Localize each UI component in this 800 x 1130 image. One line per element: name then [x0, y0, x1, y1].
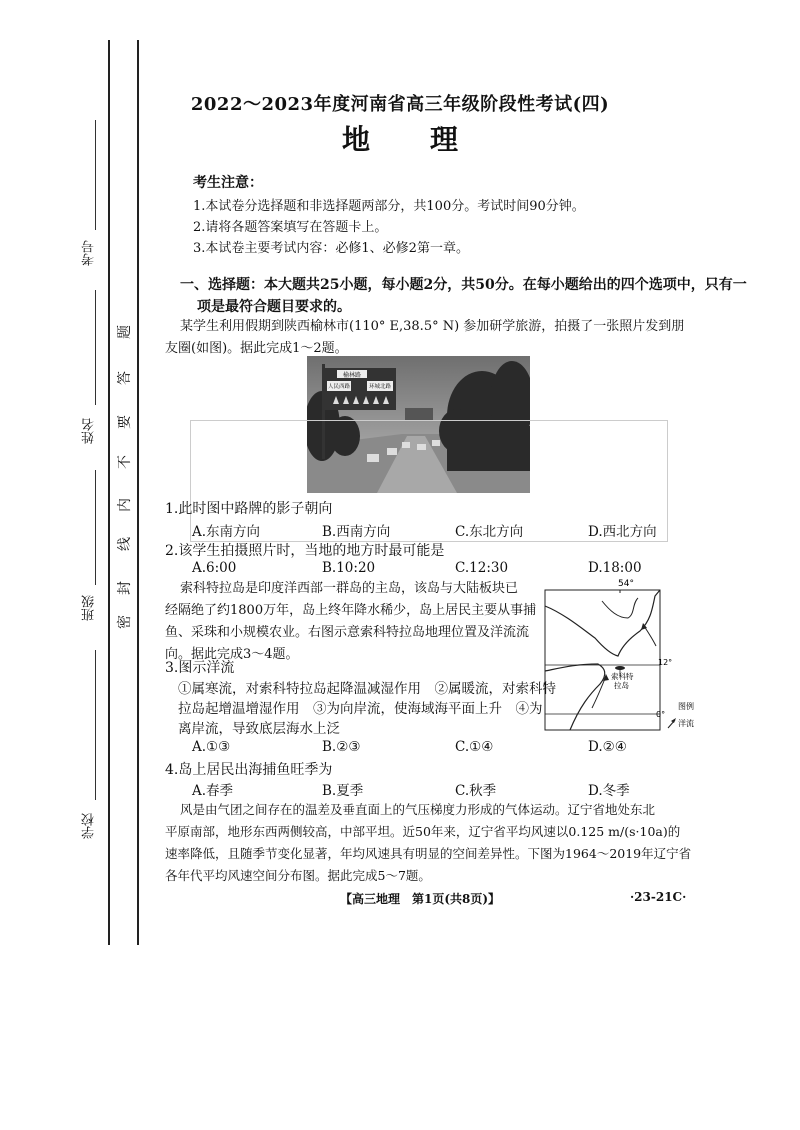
- q4-option-c[interactable]: C.秋季: [455, 783, 497, 799]
- exam-no-label: 考号: [82, 240, 97, 266]
- map-coast-africa: [545, 664, 605, 730]
- photo-sign-left: 人民西路: [327, 384, 351, 390]
- q4-option-b[interactable]: B.夏季: [322, 783, 364, 799]
- socotra-map: [540, 576, 705, 736]
- map-frame: [545, 590, 660, 730]
- q2-option-b[interactable]: B.10:20: [322, 560, 376, 576]
- q3-option-d[interactable]: D.②④: [588, 739, 627, 755]
- q3-option-a[interactable]: A.①③: [192, 739, 231, 755]
- passage3-line3: 速率降低，且随季节变化显著，年均风速具有明显的空间差异性。下图为1964～2019年辽宁省: [165, 846, 692, 861]
- exam-title: 2022～2023年度河南省高三年级阶段性考试(四): [190, 94, 610, 115]
- seal-char-1: 密: [117, 615, 133, 629]
- seal-char-2: 封: [117, 581, 133, 595]
- notice-item-3: 3.本试卷主要考试内容：必修1、必修2第一章。: [193, 241, 469, 256]
- seal-char-7: 答: [117, 371, 133, 385]
- map-lat0-label: 0°: [656, 710, 666, 719]
- passage3-line1: 风是由气团之间存在的温差及垂直面上的气压梯度力形成的气体运动。辽宁省地处东北: [180, 802, 656, 817]
- seal-char-5: 不: [117, 455, 133, 469]
- map-gulf: [602, 598, 638, 618]
- class-label: 班级: [82, 595, 97, 621]
- q1-stem: 1.此时图中路牌的影子朝向: [165, 501, 333, 517]
- map-lat12-label: 12°: [658, 658, 673, 667]
- passage2-line3: 鱼、采珠和小规模农业。右图示意索科特拉岛地理位置及洋流流: [165, 625, 530, 640]
- seal-char-8: 题: [117, 325, 133, 339]
- binding-line-outer: [108, 40, 110, 945]
- class-underline: [95, 470, 96, 585]
- passage3-line2: 平原南部，地形东西两侧较高，中部平坦。近50年来，辽宁省平均风速以0.125 m/(s·10a)的: [165, 824, 681, 839]
- notice-item-1: 1.本试卷分选择题和非选择题两部分，共100分。考试时间90分钟。: [193, 199, 585, 214]
- name-label: 姓名: [82, 418, 97, 444]
- q2-option-c[interactable]: C.12:30: [455, 560, 509, 576]
- q1-option-c[interactable]: C.东北方向: [455, 524, 524, 540]
- passage3-line4: 各年代平均风速空间分布图。据此完成5～7题。: [165, 868, 431, 883]
- map-current-arrow-2: [644, 626, 656, 646]
- subject-title: 地理: [341, 123, 518, 156]
- q4-stem: 4.岛上居民出海捕鱼旺季为: [165, 762, 333, 778]
- q4-option-a[interactable]: A.春季: [192, 783, 234, 799]
- q3-stem: 3.图示洋流: [165, 660, 235, 676]
- photo-sign-top: 榆林路: [342, 372, 362, 379]
- map-island-label-1: 索科特: [611, 672, 634, 681]
- passage1-line2: 友圈(如图)。据此完成1～2题。: [165, 341, 348, 356]
- map-island: [615, 666, 625, 670]
- notice-item-2: 2.请将各题答案填写在答题卡上。: [193, 220, 388, 235]
- map-island-label-2: 拉岛: [614, 681, 629, 690]
- photo-billboard: [405, 408, 433, 420]
- q3-line2: 拉岛起增温增湿作用 ③为向岸流，使海域海平面上升 ④为: [178, 701, 543, 717]
- q2-option-a[interactable]: A.6:00: [192, 560, 237, 576]
- map-coast-arabia: [545, 590, 660, 656]
- q1-option-a[interactable]: A.东南方向: [192, 524, 261, 540]
- q1-option-d[interactable]: D.西北方向: [588, 524, 657, 540]
- q3-option-c[interactable]: C.①④: [455, 739, 494, 755]
- q3-line1: ①属寒流，对索科特拉岛起降温减湿作用 ②属暖流，对索科特: [178, 681, 556, 697]
- passage2-line2: 经隔绝了约1800万年，岛上终年降水稀少，岛上居民主要从事捕: [165, 603, 537, 618]
- map-legend-item: 洋流: [678, 719, 694, 728]
- q1-option-b[interactable]: B.西南方向: [322, 524, 391, 540]
- binding-line-inner: [137, 40, 139, 945]
- photo-sign-right: 环城北路: [368, 384, 392, 390]
- seal-char-3: 线: [117, 537, 133, 551]
- q2-stem: 2.该学生拍摄照片时，当地的地方时最可能是: [165, 543, 445, 559]
- map-legend-title: 图例: [678, 702, 694, 711]
- q3-option-b[interactable]: B.②③: [322, 739, 361, 755]
- section-heading-line2: 项是最符合题目要求的。: [197, 299, 351, 315]
- passage1-line1: 某学生利用假期到陕西榆林市(110° E,38.5° N) 参加研学旅游，拍摄了一张照片发到朋: [180, 319, 685, 334]
- footer-code: ·23-21C·: [630, 890, 687, 904]
- footer-page-info: 【高三地理 第1页(共8页)】: [340, 892, 501, 906]
- section-heading-line1: 一、选择题：本大题共25小题，每小题2分，共50分。在每小题给出的四个选项中，只有一: [180, 277, 747, 293]
- map-lon-label: 54°: [618, 579, 634, 589]
- school-label: 学校: [82, 813, 97, 839]
- notice-heading: 考生注意：: [193, 175, 263, 191]
- q3-line3: 离岸流，导致底层海水上泛: [178, 721, 340, 737]
- q2-option-d[interactable]: D.18:00: [588, 560, 642, 576]
- name-underline: [95, 290, 96, 405]
- school-underline: [95, 650, 96, 800]
- q4-option-d[interactable]: D.冬季: [588, 783, 630, 799]
- passage2-line4: 向。据此完成3～4题。: [165, 647, 299, 662]
- seal-char-6: 要: [117, 415, 133, 429]
- passage2-line1: 索科特拉岛是印度洋西部一群岛的主岛，该岛与大陆板块已: [180, 581, 519, 596]
- seal-char-4: 内: [117, 498, 133, 512]
